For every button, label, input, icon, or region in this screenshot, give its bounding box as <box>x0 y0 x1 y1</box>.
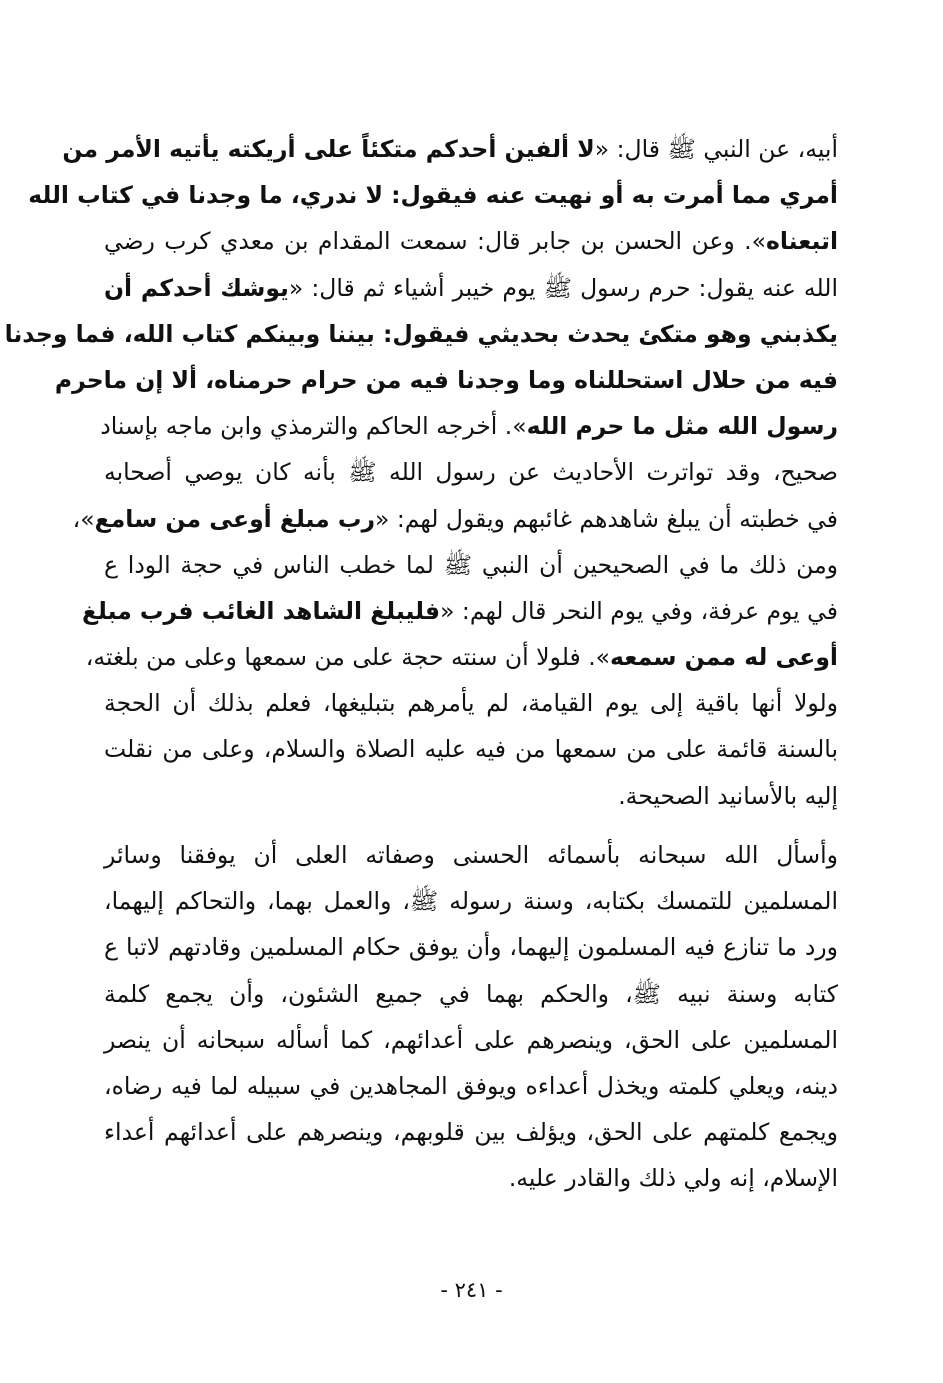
text-line <box>104 726 838 772</box>
text-line: ويجمع كلمتهم على الحق، ويؤلف بين قلوبهم، وينصرهم على أعدائهم أعداء <box>104 1118 838 1147</box>
text-line <box>104 542 838 588</box>
hadith-quote-text: أمري مما أمرت به أو نهيت عنه فيقول: لا ندري، ما وجدنا في كتاب الله <box>28 181 838 210</box>
text-line: ورد ما تنازع فيه المسلمون إليهما، وأن يوفق حكام المسلمين وقادتهم لاتبا ع <box>104 933 838 962</box>
hadith-quote-text: فيه من حلال استحللناه وما وجدنا فيه من حرام حرمناه، ألا إن ماحرم <box>54 365 838 394</box>
text-line: كتابه وسنة نبيه ﷺ، والحكم بهما في جميع الشئون، وأن يجمع كلمة <box>104 979 838 1008</box>
body-text: أبيه، عن النبي ﷺ قال: « <box>594 135 838 163</box>
hadith-quote-text: رب مبلغ أوعى من سامع <box>94 504 376 533</box>
text-line <box>104 680 838 726</box>
text-line <box>81 588 838 634</box>
hadith-quote-text: لا ألفين أحدكم متكئاً على أريكته يأتيه الأمر من <box>62 135 595 163</box>
body-text: ». أخرجه الحاكم والترمذي وابن ماجه بإسناد <box>100 412 527 441</box>
body-text: صحيح، وقد تواترت الأحاديث عن رسول الله ﷺ بأنه كان يوصي أصحابه <box>104 458 838 487</box>
page-number: - ٢٤١ - <box>440 1278 503 1302</box>
body-text: ». وعن الحسن بن جابر قال: سمعت المقدام بن معدي كرب رضي <box>104 227 766 256</box>
text-line: دينه، ويعلي كلمته ويخذل أعداءه ويوفق المجاهدين في سبيله لما فيه رضاه، <box>104 1071 838 1100</box>
body-text: »، <box>72 504 95 533</box>
body-text: ومن ذلك ما في الصحيحين أن النبي ﷺ لما خطب الناس في حجة الودا ع <box>104 550 838 579</box>
hadith-quote-text: يكذبني وهو متكئ يحدث بحديثي فيقول: بيننا وبينكم كتاب الله، فما وجدنا <box>4 319 838 348</box>
body-text: ». فلولا أن سنته حجة على من سمعها وعلى من بلغته، <box>85 643 611 672</box>
body-text: إليه بالأسانيد الصحيحة. <box>618 781 838 810</box>
paragraph-supplication <box>104 832 838 1202</box>
text-line: وأسأل الله سبحانه بأسمائه الحسنى وصفاته العلى أن يوفقنا وسائر <box>104 841 838 869</box>
hadith-quote-text: اتبعناه <box>765 227 838 256</box>
text-line: المسلمين للتمسك بكتابه، وسنة رسوله ﷺ، والعمل بهما، والتحاكم إليهما، <box>104 887 838 916</box>
hadith-quote-text: يوشك أحدكم أن <box>104 273 289 302</box>
text-line <box>104 449 838 495</box>
hadith-quote-text: رسول الله مثل ما حرم الله <box>526 412 838 441</box>
text-line <box>62 126 838 172</box>
hadith-quote-text: فليبلغ الشاهد الغائب فرب مبلغ <box>81 596 441 625</box>
paragraph-hadith <box>4 126 839 819</box>
text-line <box>28 172 838 218</box>
text-line: الإسلام، إنه ولي ذلك والقادر عليه. <box>508 1164 838 1193</box>
text-line: المسلمين على الحق، وينصرهم على أعدائهم، كما أسأله سبحانه أن ينصر <box>104 1025 838 1054</box>
text-line <box>4 311 838 357</box>
body-text: الله عنه يقول: حرم رسول ﷺ يوم خيبر أشياء ثم قال: « <box>288 273 839 302</box>
text-line <box>100 403 838 449</box>
body-text: ولولا أنها باقية إلى يوم القيامة، لم يأمرهم بتبليغها، فعلم بذلك أن الحجة <box>104 689 838 718</box>
text-line <box>104 773 838 819</box>
hadith-quote-text: أوعى له ممن سمعه <box>610 643 838 672</box>
text-line <box>85 634 838 680</box>
text-line <box>72 496 838 542</box>
body-text: في يوم عرفة، وفي يوم النحر قال لهم: « <box>440 596 838 625</box>
text-line <box>104 218 838 264</box>
body-text: بالسنة قائمة على من سمعها من فيه عليه الصلاة والسلام، وعلى من نقلت <box>104 735 838 764</box>
text-line <box>104 265 838 311</box>
body-text: في خطبته أن يبلغ شاهدهم غائبهم ويقول لهم: « <box>375 504 838 533</box>
text-line <box>54 357 838 403</box>
